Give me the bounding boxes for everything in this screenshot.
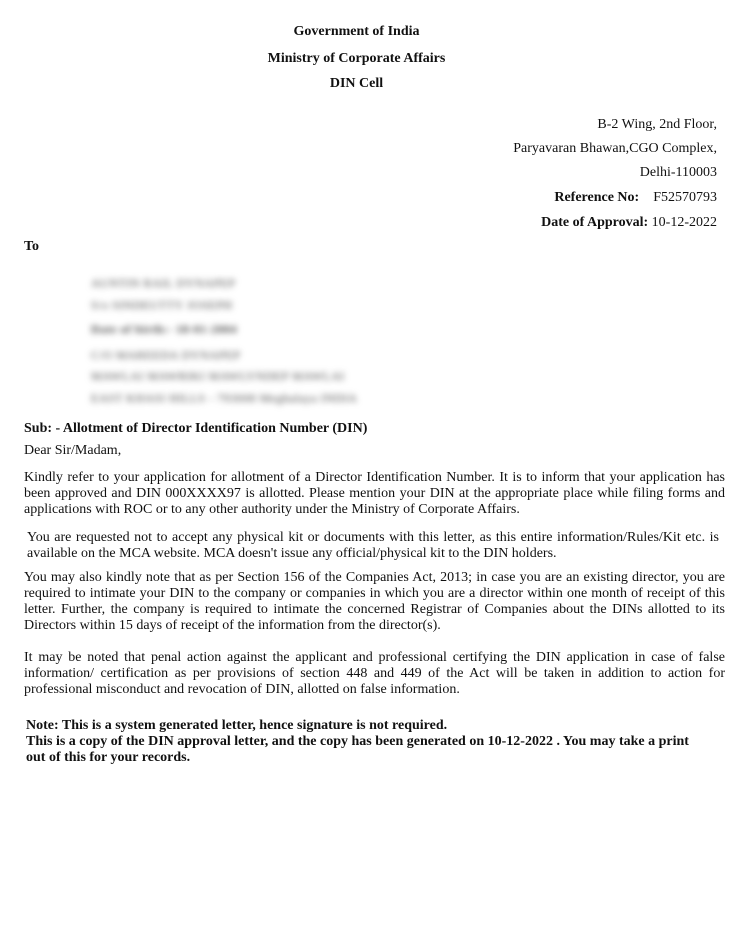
header-din-cell: DIN Cell bbox=[329, 76, 384, 91]
reference-number bbox=[554, 190, 717, 206]
paragraph-penal-action: It may be noted that penal action against the applicant and professional certifying the DIN application in case of false information/ certification as per provisions of section 448 and 449 of the Act will be taken in addition to action for professional misconduct and revocation of DIN, allotted on false information. bbox=[24, 650, 725, 697]
note-copy-info: This is a copy of the DIN approval letter, and the copy has been generated on 10-12-2022 . You may take a print out of this for your records. bbox=[26, 734, 689, 765]
to-label: To bbox=[24, 239, 40, 254]
reference-value: F52570793 bbox=[653, 190, 717, 205]
note-system-generated: Note: This is a system generated letter, hence signature is not required. bbox=[26, 718, 448, 733]
paragraph-no-kit: You are requested not to accept any physical kit or documents with this letter, as this entire information/Rules/Kit etc. is available on the MCA website. MCA doesn't issue any official/physical kit to the DIN holders. bbox=[27, 530, 719, 561]
address-line-1: B-2 Wing, 2nd Floor, bbox=[597, 117, 717, 132]
approval-label: Date of Approval: bbox=[541, 215, 649, 230]
recipient-address-2-redacted: MAWLAI MAWRIKI MAWLYNDEP MAWLAI bbox=[91, 369, 345, 383]
recipient-dob-redacted: Date of birth:- 18-01-2004 bbox=[91, 322, 237, 336]
paragraph-allotment: Kindly refer to your application for allotment of a Director Identification Number. It is to inform that your application has been approved and DIN 000XXXX97 is allotted. Please mention your DIN at the appropriate place while filing forms and applications with ROC or to any other authority under the Ministry of Corporate Affairs. bbox=[24, 470, 725, 517]
recipient-parent-redacted: S/o SINDEUTTY JOSEPH bbox=[91, 298, 233, 312]
recipient-name-redacted: AUNTIN RAIL DYNAPEP bbox=[91, 276, 236, 290]
address-line-3: Delhi-110003 bbox=[639, 165, 717, 180]
subject-line: Sub: - Allotment of Director Identification Number (DIN) bbox=[24, 421, 368, 436]
header-ministry: Ministry of Corporate Affairs bbox=[267, 51, 446, 66]
address-line-2: Paryavaran Bhawan,CGO Complex, bbox=[513, 141, 717, 156]
recipient-address-1-redacted: C/O MAREEDA DYNAPEP bbox=[91, 348, 241, 362]
paragraph-section-156: You may also kindly note that as per Section 156 of the Companies Act, 2013; in case you are an existing director, you are required to intimate your DIN to the company or companies in which you are a director within one month of receipt of this letter. Further, the company is required to intimate the concerned Registrar of Companies about the DINs allotted to its Directors within 15 days of receipt of the information from the director(s). bbox=[24, 570, 725, 633]
approval-date bbox=[541, 215, 717, 231]
greeting: Dear Sir/Madam, bbox=[24, 443, 122, 458]
header-government: Government of India bbox=[293, 24, 420, 39]
reference-label: Reference No: bbox=[554, 190, 640, 205]
approval-value: 10-12-2022 bbox=[651, 215, 717, 230]
recipient-address-3-redacted: EAST KHASI HILLS - 793008 Meghalaya INDIA bbox=[91, 391, 358, 405]
